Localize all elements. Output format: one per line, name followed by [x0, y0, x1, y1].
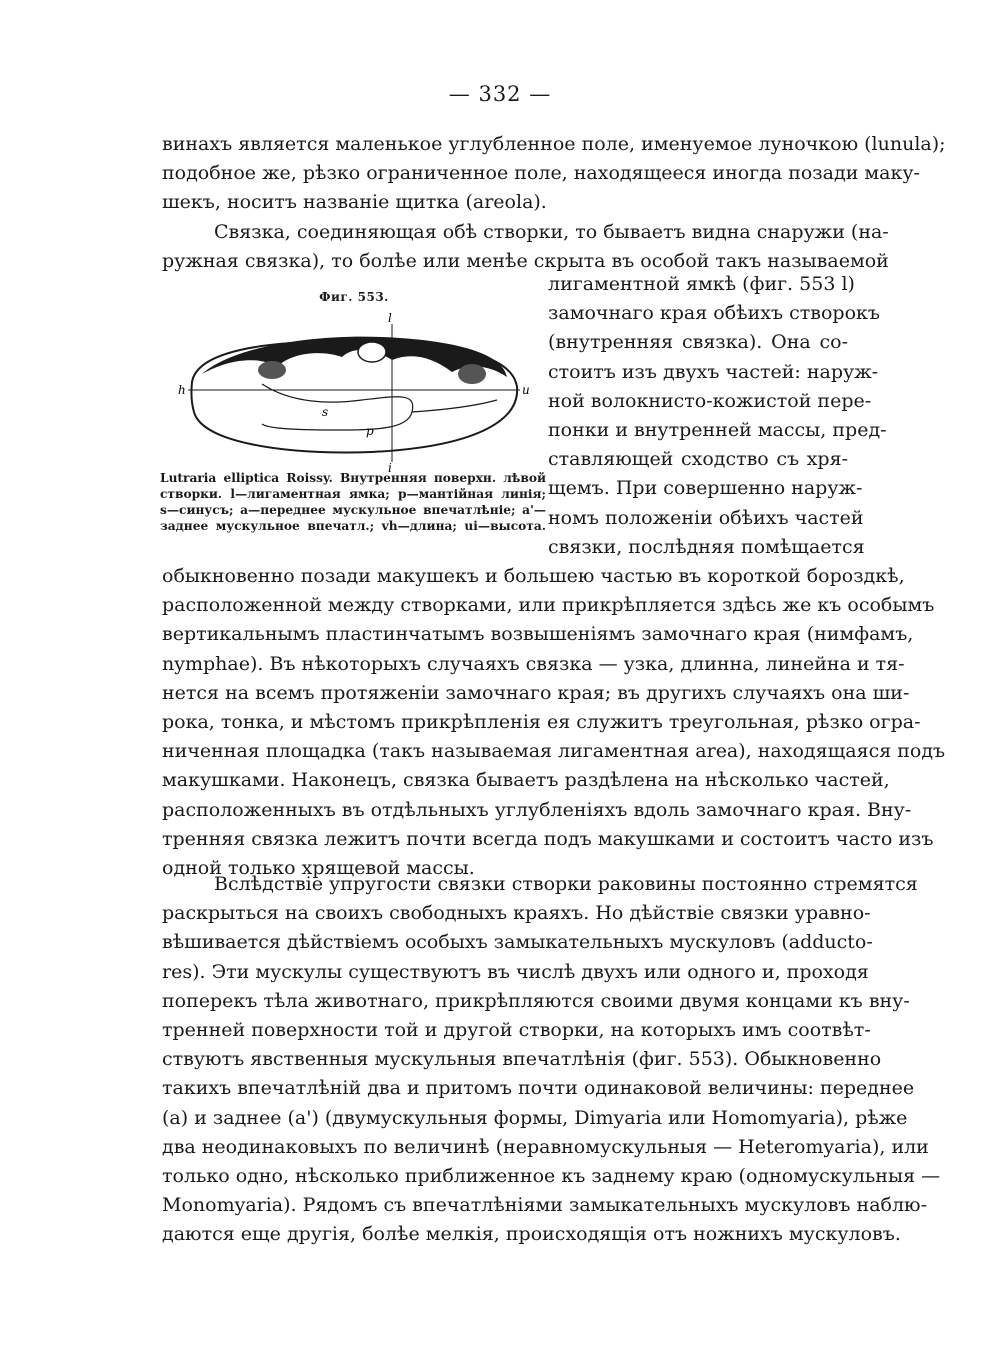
text-line: nymphae). Въ нѣкоторыхъ случаяхъ связка — узка, длинна, линейна и тя-: [162, 652, 905, 675]
text-line: стоитъ изъ двухъ частей: наруж-: [548, 360, 879, 383]
pallial-sinus: [412, 400, 497, 412]
text-line: Вслѣдствіе упругости связки створки раковины постоянно стремятся: [214, 873, 918, 895]
text-line: замочнаго края обѣихъ створокъ: [548, 302, 880, 325]
text-line: нется на всемъ протяженіи замочнаго края; въ другихъ случаяхъ она ши-: [162, 681, 910, 704]
caption-line: створки. l—лигаментная ямка; p—мантійная линія;: [160, 487, 546, 501]
text-line: (a) и заднее (a') (двумускульныя формы, Dimyaria или Homomyaria), рѣже: [162, 1106, 908, 1129]
text-line: винахъ является маленькое углубленное поле, именуемое луночкою (lunula);: [162, 133, 946, 155]
text-line: одной только хрящевой массы.: [162, 856, 475, 879]
text-line: такихъ впечатлѣній два и притомъ почти одинаковой величины: переднее: [162, 1077, 915, 1100]
pallial-line: [262, 384, 413, 430]
page-number: — 332 —: [448, 82, 552, 106]
letter-i: i: [388, 461, 392, 472]
caption-line: s—синусъ; a—переднее мускульное впечатлѣніе; a'—: [160, 503, 546, 517]
top-text-block: [162, 130, 946, 276]
text-line: расположенныхъ въ отдѣльныхъ углубленіяхъ вдоль замочнаго края. Вну-: [162, 798, 912, 821]
text-line: тренней поверхности той и другой створки, на которыхъ имъ соотвѣт-: [162, 1018, 871, 1041]
text-line: подобное же, рѣзко ограниченное поле, находящееся иногда позади маку-: [162, 162, 920, 185]
text-line: даются еще другія, болѣе мелкія, происходящія отъ ножнихъ мускуловъ.: [162, 1223, 901, 1246]
ligament-pit: [358, 342, 386, 362]
paragraph-2: [162, 870, 941, 1249]
letter-l: l: [388, 312, 392, 325]
letter-u: u: [522, 383, 530, 397]
letter-h: h: [178, 383, 186, 397]
text-line: понки и внутренней массы, пред-: [548, 418, 887, 441]
text-line: связки, послѣдняя помѣщается: [548, 535, 865, 558]
text-line: ствуютъ явственныя мускульныя впечатлѣнія (фиг. 553). Обыкновенно: [162, 1048, 882, 1071]
text-line: res). Эти мускулы существуютъ въ числѣ двухъ или одного и, проходя: [162, 960, 869, 983]
side-text-block: [548, 270, 887, 562]
text-line: раскрыться на своихъ свободныхъ краяхъ. Но дѣйствіе связки уравно-: [162, 902, 871, 925]
letter-s: s: [322, 405, 329, 419]
caption-line: заднее мускульное впечатл.; vh—длина; ui—высота.: [160, 519, 546, 533]
caption-line: Lutraria elliptica Roissy. Внутренняя поверхн. лѣвой: [160, 471, 546, 485]
text-line: ружная связка), то болѣе или менѣе скрыта въ особой такъ называемой: [162, 249, 889, 272]
figure-caption: [160, 470, 546, 534]
text-line: тренняя связка лежитъ почти всегда подъ макушками и состоитъ часто изъ: [162, 827, 934, 850]
text-line: (внутренняя связка). Она со-: [548, 331, 848, 354]
text-line: шекъ, носитъ названіе щитка (areola).: [162, 191, 547, 214]
letter-p: p: [366, 424, 374, 438]
text-line: поперекъ тѣла животнаго, прикрѣпляются своими двумя концами къ вну-: [162, 989, 910, 1012]
text-line: лигаментной ямкѣ (фиг. 553 l): [548, 273, 855, 295]
text-line: рока, тонка, и мѣстомъ прикрѣпленія ея служитъ треугольная, рѣзко огра-: [162, 710, 921, 733]
text-line: щемъ. При совершенно наруж-: [548, 477, 863, 500]
bottom-text-block: [162, 562, 946, 883]
adductor-scar-posterior: [458, 364, 486, 384]
adductor-scar-anterior: [258, 361, 286, 379]
figure-label: Фиг. 553.: [319, 290, 389, 304]
text-line: обыкновенно позади макушекъ и большею частью въ короткой бороздкѣ,: [162, 565, 905, 587]
text-line: Monomyaria). Рядомъ съ впечатлѣніями замыкательныхъ мускуловъ наблю-: [162, 1194, 927, 1217]
text-line: только одно, нѣсколько приближенное къ заднему краю (одномускульныя —: [162, 1164, 941, 1187]
text-line: номъ положеніи обѣихъ частей: [548, 506, 864, 529]
shell-illustration: [172, 312, 532, 472]
text-line: Связка, соединяющая обѣ створки, то бываетъ видна снаружи (на-: [214, 220, 889, 243]
text-line: ной волокнисто-кожистой пере-: [548, 389, 872, 412]
text-line: ставляющей сходство съ хря-: [548, 448, 848, 471]
figure-553: [160, 290, 548, 540]
text-line: два неодинаковыхъ по величинѣ (неравномускульныя — Heteromyaria), или: [162, 1135, 929, 1158]
text-line: расположенной между створками, или прикрѣпляется здѣсь же къ особымъ: [162, 594, 935, 617]
text-line: вертикальнымъ пластинчатымъ возвышеніямъ замочнаго края (нимфамъ,: [162, 623, 914, 646]
text-line: ниченная площадка (такъ называемая лигаментная area), находящаяся подъ: [162, 740, 946, 763]
text-line: макушками. Наконецъ, связка бываетъ раздѣлена на нѣсколько частей,: [162, 769, 890, 792]
text-line: вѣшивается дѣйствіемъ особыхъ замыкательныхъ мускуловъ (adducto-: [162, 931, 873, 954]
